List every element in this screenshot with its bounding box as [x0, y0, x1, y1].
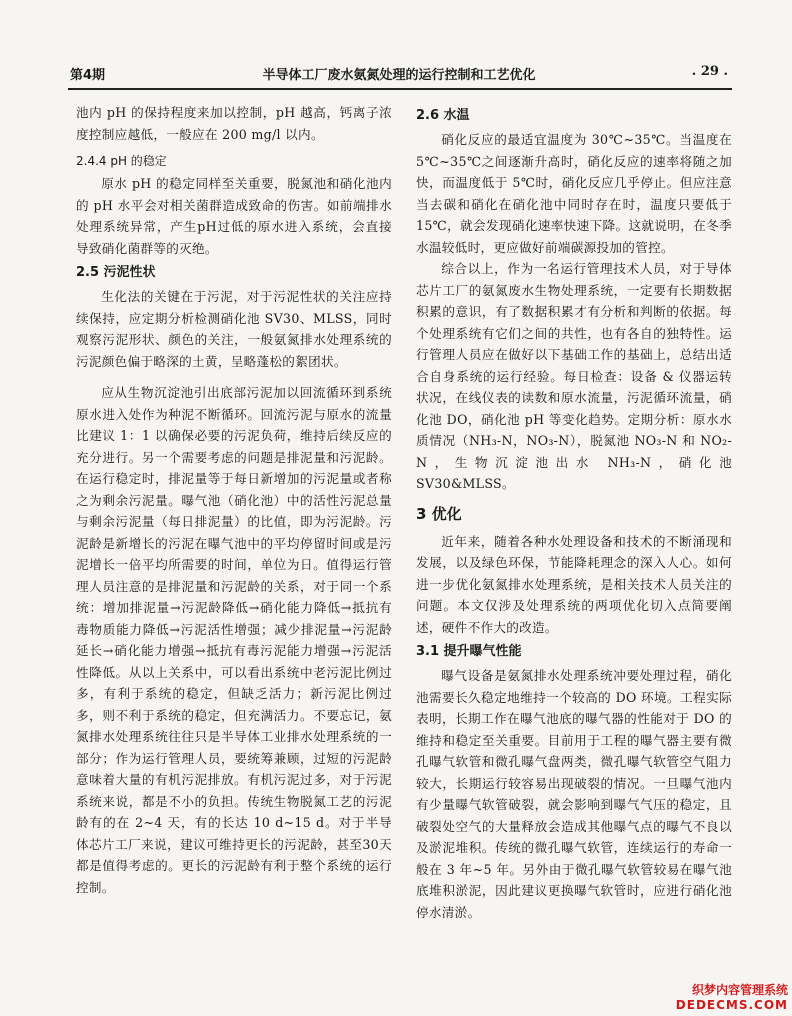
paragraph: 曝气设备是氨氮排水处理系统冲要处理过程，硝化池需要长久稳定地维持一个较高的 DO 环境。工程实际表明，长期工作在曝气池底的曝气器的性能对于 DO 的维持和稳定至关重要。目前用于工程的曝气器主要有微孔曝气软管和微孔曝气盘两类，微孔曝气软管空气阻力较大，长期运行较容易出现破裂的情况。一旦曝气池内有少量曝气软管破裂，就会影响到曝气气压的稳定，且破裂处空气的大量释放会造成其他曝气点的曝气不良以及淤泥堆积。传统的微孔曝气软管，连续运行的寿命一般在 3 年~5 年。另外由于微孔曝气软管较易在曝气池底堆积淤泥，因此建议更换曝气软管时，应进行硝化池停水清淤。: [416, 668, 732, 920]
left-column: [76, 102, 392, 898]
right-column: [416, 102, 732, 923]
watermark-line-2: DEDECMS.COM: [675, 998, 788, 1012]
paragraph: 近年来，随着各种水处理设备和技术的不断涌现和发展，以及绿色环保，节能降耗理念的深入人心。如何进一步优化氨氮排水处理系统，是相关技术人员关注的问题。本文仅涉及处理系统的两项优化切入点简要阐述，硬件不作大的改造。: [416, 533, 732, 635]
paragraph: 综合以上，作为一名运行管理技术人员，对于导体芯片工厂的氨氮废水生物处理系统，一定要有长期数据积累的意识，有了数据积累才有分析和判断的依据。每个处理系统有它们之间的共性，也有各自的独特性。运行管理人员应在做好以下基础工作的基础上，总结出适合自身系统的运行经验。每日检查：设备 & 仪器运转状况，在线仪表的读数和原水流量，污泥循环流量，硝化池 DO，硝化池 pH 等变化趋势。定期分析：原水水质情况（NH₃-N，NO₃-N），脱氮池 NO₃-N 和 NO₂-N，生物沉淀池出水 NH₃-N，硝化池 SV30&MLSS。: [416, 261, 732, 491]
paragraph: 生化法的关键在于污泥，对于污泥性状的关注应持续保持，应定期分析检测硝化池 SV30、MLSS，同时观察污泥形状、颜色的关注，一般氨氮排水处理系统的污泥颜色偏于略深的土黄，呈略蓬松的絮团状。: [76, 289, 392, 369]
section-heading-3: 3 优化: [416, 504, 462, 523]
section-heading-2-4-4: 2.4.4 pH 的稳定: [76, 154, 167, 168]
watermark: [676, 981, 788, 1012]
paragraph: 原水 pH 的稳定同样至关重要，脱氮池和硝化池内的 pH 水平会对相关菌群造成致命的伤害。如前端排水处理系统异常，产生pH过低的原水进入系统，会直接导致硝化菌群等的灭绝。: [76, 176, 392, 256]
paragraph: 池内 pH 的保持程度来加以控制，pH 越高，钙离子浓度控制应越低，一般应在 200 mg/l 以内。: [76, 105, 392, 142]
running-title: 半导体工厂废水氨氮处理的运行控制和工艺优化: [262, 68, 536, 83]
section-heading-3-1: 3.1 提升曝气性能: [416, 644, 522, 659]
watermark-line-1: 织梦内容管理系统: [691, 983, 788, 997]
issue-number: 第4期: [70, 68, 106, 83]
header-rule: [68, 88, 732, 90]
paragraph: 应从生物沉淀池引出底部污泥加以回流循环到系统原水进入处作为种泥不断循环。回流污泥与原水的流量比建议 1：1 以确保必要的污泥负荷，维持后续反应的充分进行。另一个需要考虑的问题是排泥量和污泥龄。在运行稳定时，排泥量等于每日新增加的污泥量或者称之为剩余污泥量。曝气池（硝化池）中的活性污泥总量与剩余污泥量（每日排泥量）的比值，即为污泥龄。污泥龄是新增长的污泥在曝气池中的平均停留时间或是污泥增长一倍平均所需要的时间，单位为日。值得运行管理人员注意的是排泥量和污泥龄的关系，对于同一个系统：增加排泥量→污泥龄降低→硝化能力降低→抵抗有毒物质能力降低→污泥活性增强；减少排泥量→污泥龄延长→硝化能力增强→抵抗有毒污泥能力增强→污泥活性降低。从以上关系中，可以看出系统中老污泥比例过多，有利于系统的稳定，但缺乏活力；新污泥比例过多，则不利于系统的稳定，但充满活力。不要忘记，氨氮排水处理系统往往只是半导体工业排水处理系统的一部分；作为运行管理人员，要统筹兼顾，过短的污泥龄意味着大量的有机污泥排放。有机污泥过多，对于污泥系统来说，都是不小的负担。传统生物脱氮工艺的污泥龄有的在 2~4 天，有的长达 10 d~15 d。对于半导体芯片工厂来说，建议可维持更长的污泥龄，甚至30天都是值得考虑的。更长的污泥龄有利于整个系统的运行控制。: [76, 385, 392, 895]
section-heading-2-5: 2.5 污泥性状: [76, 265, 156, 280]
page-number: . 29 .: [691, 64, 728, 79]
section-heading-2-6: 2.6 水温: [416, 108, 470, 123]
page-header: [70, 64, 728, 86]
paragraph: 硝化反应的最适宜温度为 30℃~35℃。当温度在 5℃~35℃之间逐渐升高时，硝化反应的速率将随之加快，而温度低于 5℃时，硝化反应几乎停止。但应注意当去碳和硝化在硝化池中同时存在时，温度只要低于 15℃，就会发现硝化速率快速下降。这就说明，在冬季水温较低时，更应做好前端碳源投加的管控。: [416, 132, 732, 255]
